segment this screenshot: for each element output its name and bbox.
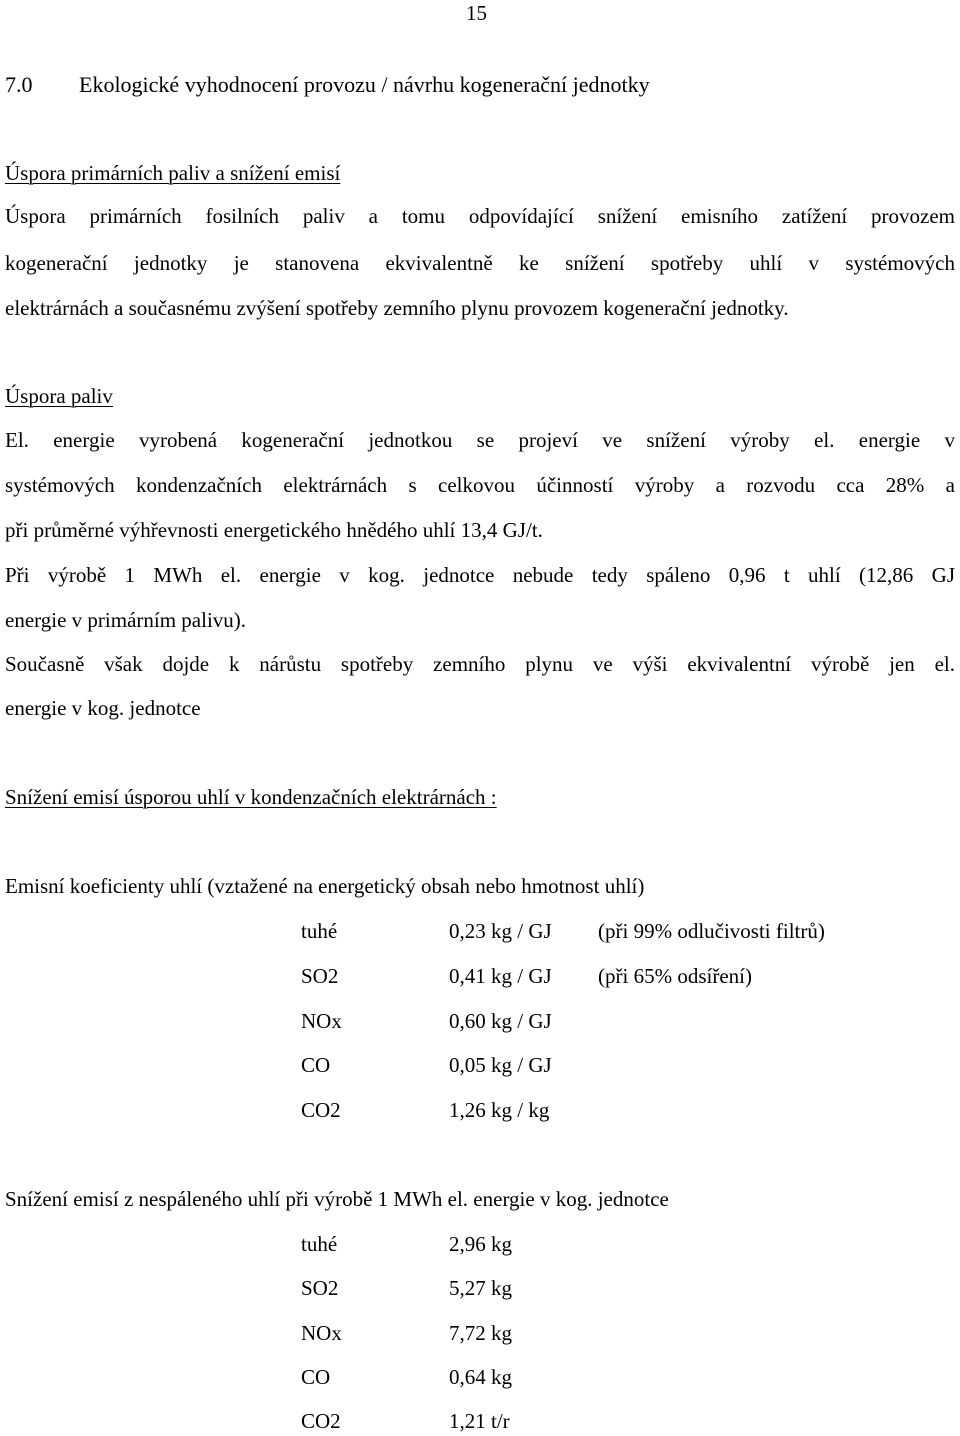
coefficient-value: 1,26 kg / kg xyxy=(449,1098,550,1122)
section-heading-fuel-savings: Úspora paliv xyxy=(5,384,113,408)
coefficient-value: 0,23 kg / GJ xyxy=(449,919,552,943)
coefficient-name: NOx xyxy=(301,1009,342,1033)
reduction-name: CO2 xyxy=(301,1409,341,1433)
page-number: 15 xyxy=(466,1,487,25)
coefficient-value: 0,05 kg / GJ xyxy=(449,1053,552,1077)
paragraph-line: systémových kondenzačních elektrárnách s celkovou účinností výroby a rozvodu cca 28% a xyxy=(5,473,955,497)
paragraph-line: Při výrobě 1 MWh el. energie v kog. jednotce nebude tedy spáleno 0,96 t uhlí (12,86 GJ xyxy=(5,563,955,587)
coefficient-value: 0,41 kg / GJ xyxy=(449,964,552,988)
paragraph-line: energie v kog. jednotce xyxy=(5,696,201,720)
reduction-value: 1,21 t/r xyxy=(449,1409,510,1433)
paragraph-line: kogenerační jednotky je stanovena ekvivalentně ke snížení spotřeby uhlí v systémových xyxy=(5,251,955,275)
reduction-value: 5,27 kg xyxy=(449,1276,512,1300)
paragraph-line: elektrárnách a současnému zvýšení spotřeby zemního plynu provozem kogenerační jednotky. xyxy=(5,296,789,320)
chapter-number: 7.0 xyxy=(5,72,33,97)
section-heading-unburned-coal-reduction: Snížení emisí z nespáleného uhlí při výrobě 1 MWh el. energie v kog. jednotce xyxy=(5,1187,669,1211)
paragraph-line: El. energie vyrobená kogenerační jednotkou se projeví ve snížení výroby el. energie v xyxy=(5,428,955,452)
coefficient-note: (při 99% odlučivosti filtrů) xyxy=(598,919,825,943)
paragraph-line: Současně však dojde k nárůstu spotřeby zemního plynu ve výši ekvivalentní výrobě jen el. xyxy=(5,652,955,676)
coefficient-value: 0,60 kg / GJ xyxy=(449,1009,552,1033)
coefficients-intro: Emisní koeficienty uhlí (vztažené na energetický obsah nebo hmotnost uhlí) xyxy=(5,874,645,898)
paragraph-line: Úspora primárních fosilních paliv a tomu odpovídající snížení emisního zatížení provozem xyxy=(5,204,955,228)
reduction-name: SO2 xyxy=(301,1276,339,1300)
coefficient-name: tuhé xyxy=(301,919,338,943)
reduction-name: tuhé xyxy=(301,1232,338,1256)
paragraph-line: energie v primárním palivu). xyxy=(5,608,247,632)
reduction-value: 0,64 kg xyxy=(449,1365,512,1389)
reduction-name: NOx xyxy=(301,1321,342,1345)
section-heading-emission-reduction: Snížení emisí úsporou uhlí v kondenzačních elektrárnách : xyxy=(5,785,497,809)
reduction-name: CO xyxy=(301,1365,331,1389)
reduction-value: 2,96 kg xyxy=(449,1232,512,1256)
chapter-title: Ekologické vyhodnocení provozu / návrhu kogenerační jednotky xyxy=(79,72,650,97)
paragraph-line: při průměrné výhřevnosti energetického hnědého uhlí 13,4 GJ/t. xyxy=(5,518,543,542)
section-heading-primary-fuel-savings: Úspora primárních paliv a snížení emisí xyxy=(5,161,341,185)
coefficient-note: (při 65% odsíření) xyxy=(598,964,752,988)
reduction-value: 7,72 kg xyxy=(449,1321,512,1345)
coefficient-name: CO2 xyxy=(301,1098,341,1122)
coefficient-name: SO2 xyxy=(301,964,339,988)
coefficient-name: CO xyxy=(301,1053,331,1077)
